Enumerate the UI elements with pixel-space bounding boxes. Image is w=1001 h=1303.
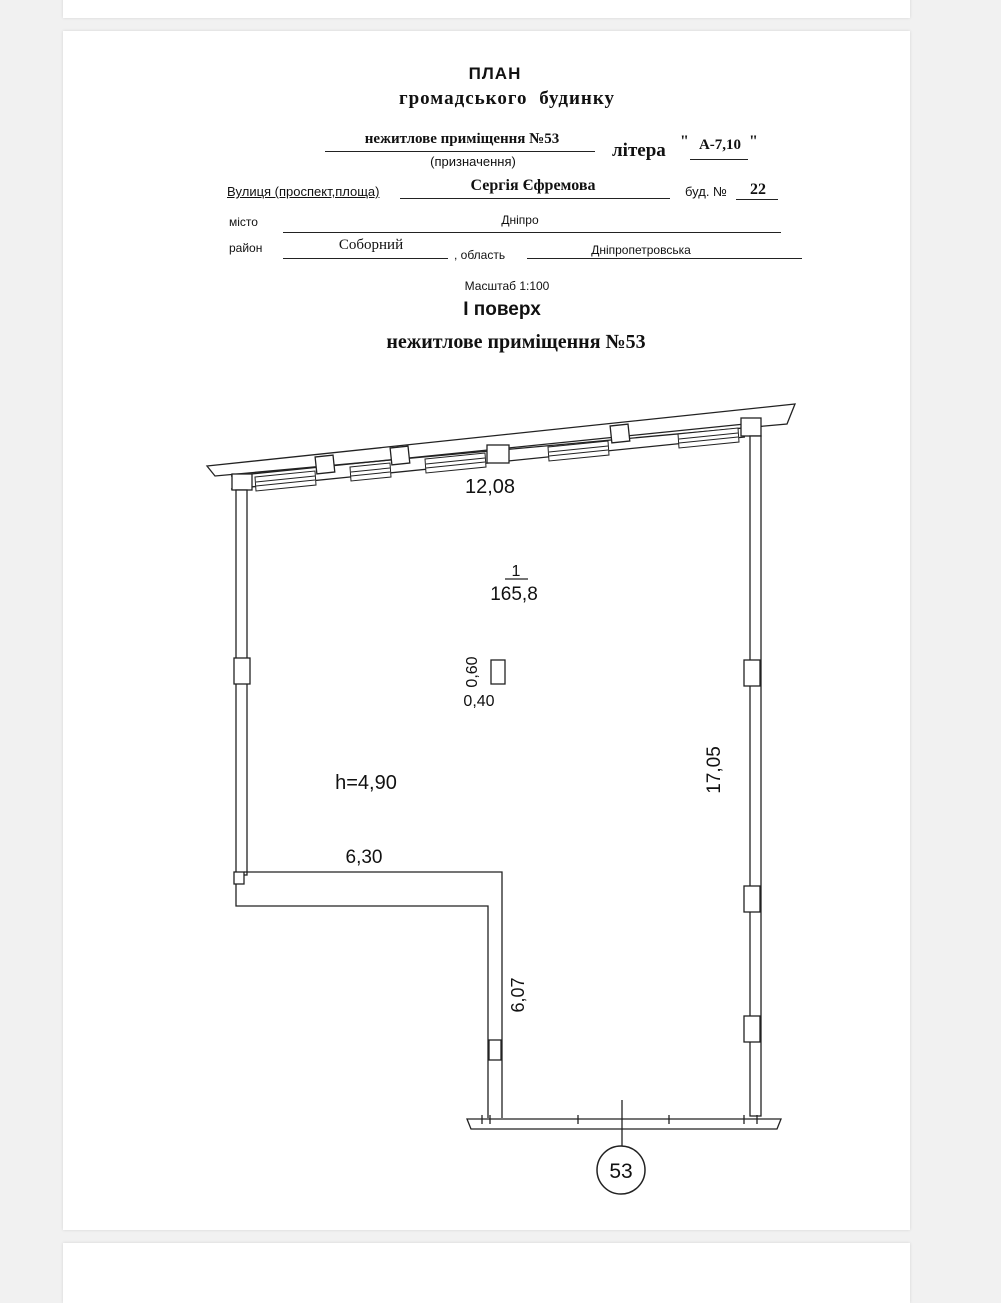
wall-pier xyxy=(315,455,335,474)
street-value: Сергія Єфремова xyxy=(470,177,596,194)
right-wall-pier xyxy=(744,1016,760,1042)
building-label: буд. № xyxy=(685,184,727,199)
document-title: ПЛАН xyxy=(468,64,522,83)
right-wall-length: 17,05 xyxy=(704,746,725,794)
lower-wall-length: 6,07 xyxy=(508,977,528,1013)
region-value: Дніпропетровська xyxy=(591,243,691,257)
floor-label: І поверх xyxy=(463,299,541,320)
district-value: Соборний xyxy=(338,237,404,253)
city-value: Дніпро xyxy=(501,213,539,227)
step-wall-inner xyxy=(236,884,488,1118)
premises-marker-number: 53 xyxy=(609,1160,633,1183)
street-label: Вулиця (проспект,площа) xyxy=(227,184,380,199)
building-value: 22 xyxy=(750,181,766,198)
left-corner-pier xyxy=(234,872,244,884)
column-width: 0,40 xyxy=(463,693,495,710)
column xyxy=(491,660,505,684)
step-wall-length: 6,30 xyxy=(345,847,383,868)
step-wall-pier xyxy=(489,1040,501,1060)
purpose-caption: (призначення) xyxy=(430,154,516,169)
scale-label: Масштаб 1:100 xyxy=(464,279,550,293)
column-height: 0,60 xyxy=(464,656,481,688)
wall-pier xyxy=(487,445,509,463)
wall-pier xyxy=(390,446,410,465)
wall-pier xyxy=(610,424,630,443)
corner-pier-left xyxy=(232,474,252,490)
right-wall-pier xyxy=(744,886,760,912)
right-wall-pier xyxy=(744,660,760,686)
litera-value: А-7,10 xyxy=(698,137,742,153)
top-wall-length: 12,08 xyxy=(464,476,516,498)
district-label: район xyxy=(229,241,263,255)
document-subtitle: громадського будинку xyxy=(398,88,616,109)
city-label: місто xyxy=(229,215,258,229)
step-wall-outer xyxy=(244,872,502,1118)
left-wall-pier xyxy=(234,658,250,684)
region-label: , область xyxy=(454,248,506,262)
room-number: 1 xyxy=(511,563,521,580)
premises-title: нежитлове приміщення №53 xyxy=(386,331,646,353)
ceiling-height: h=4,90 xyxy=(335,772,397,794)
right-wall xyxy=(750,436,761,1116)
purpose-value: нежитлове приміщення №53 xyxy=(364,131,560,147)
corner-pier-right xyxy=(741,418,761,436)
litera-label: літера xyxy=(612,140,666,161)
bottom-wall xyxy=(467,1119,781,1129)
room-area: 165,8 xyxy=(490,584,538,605)
